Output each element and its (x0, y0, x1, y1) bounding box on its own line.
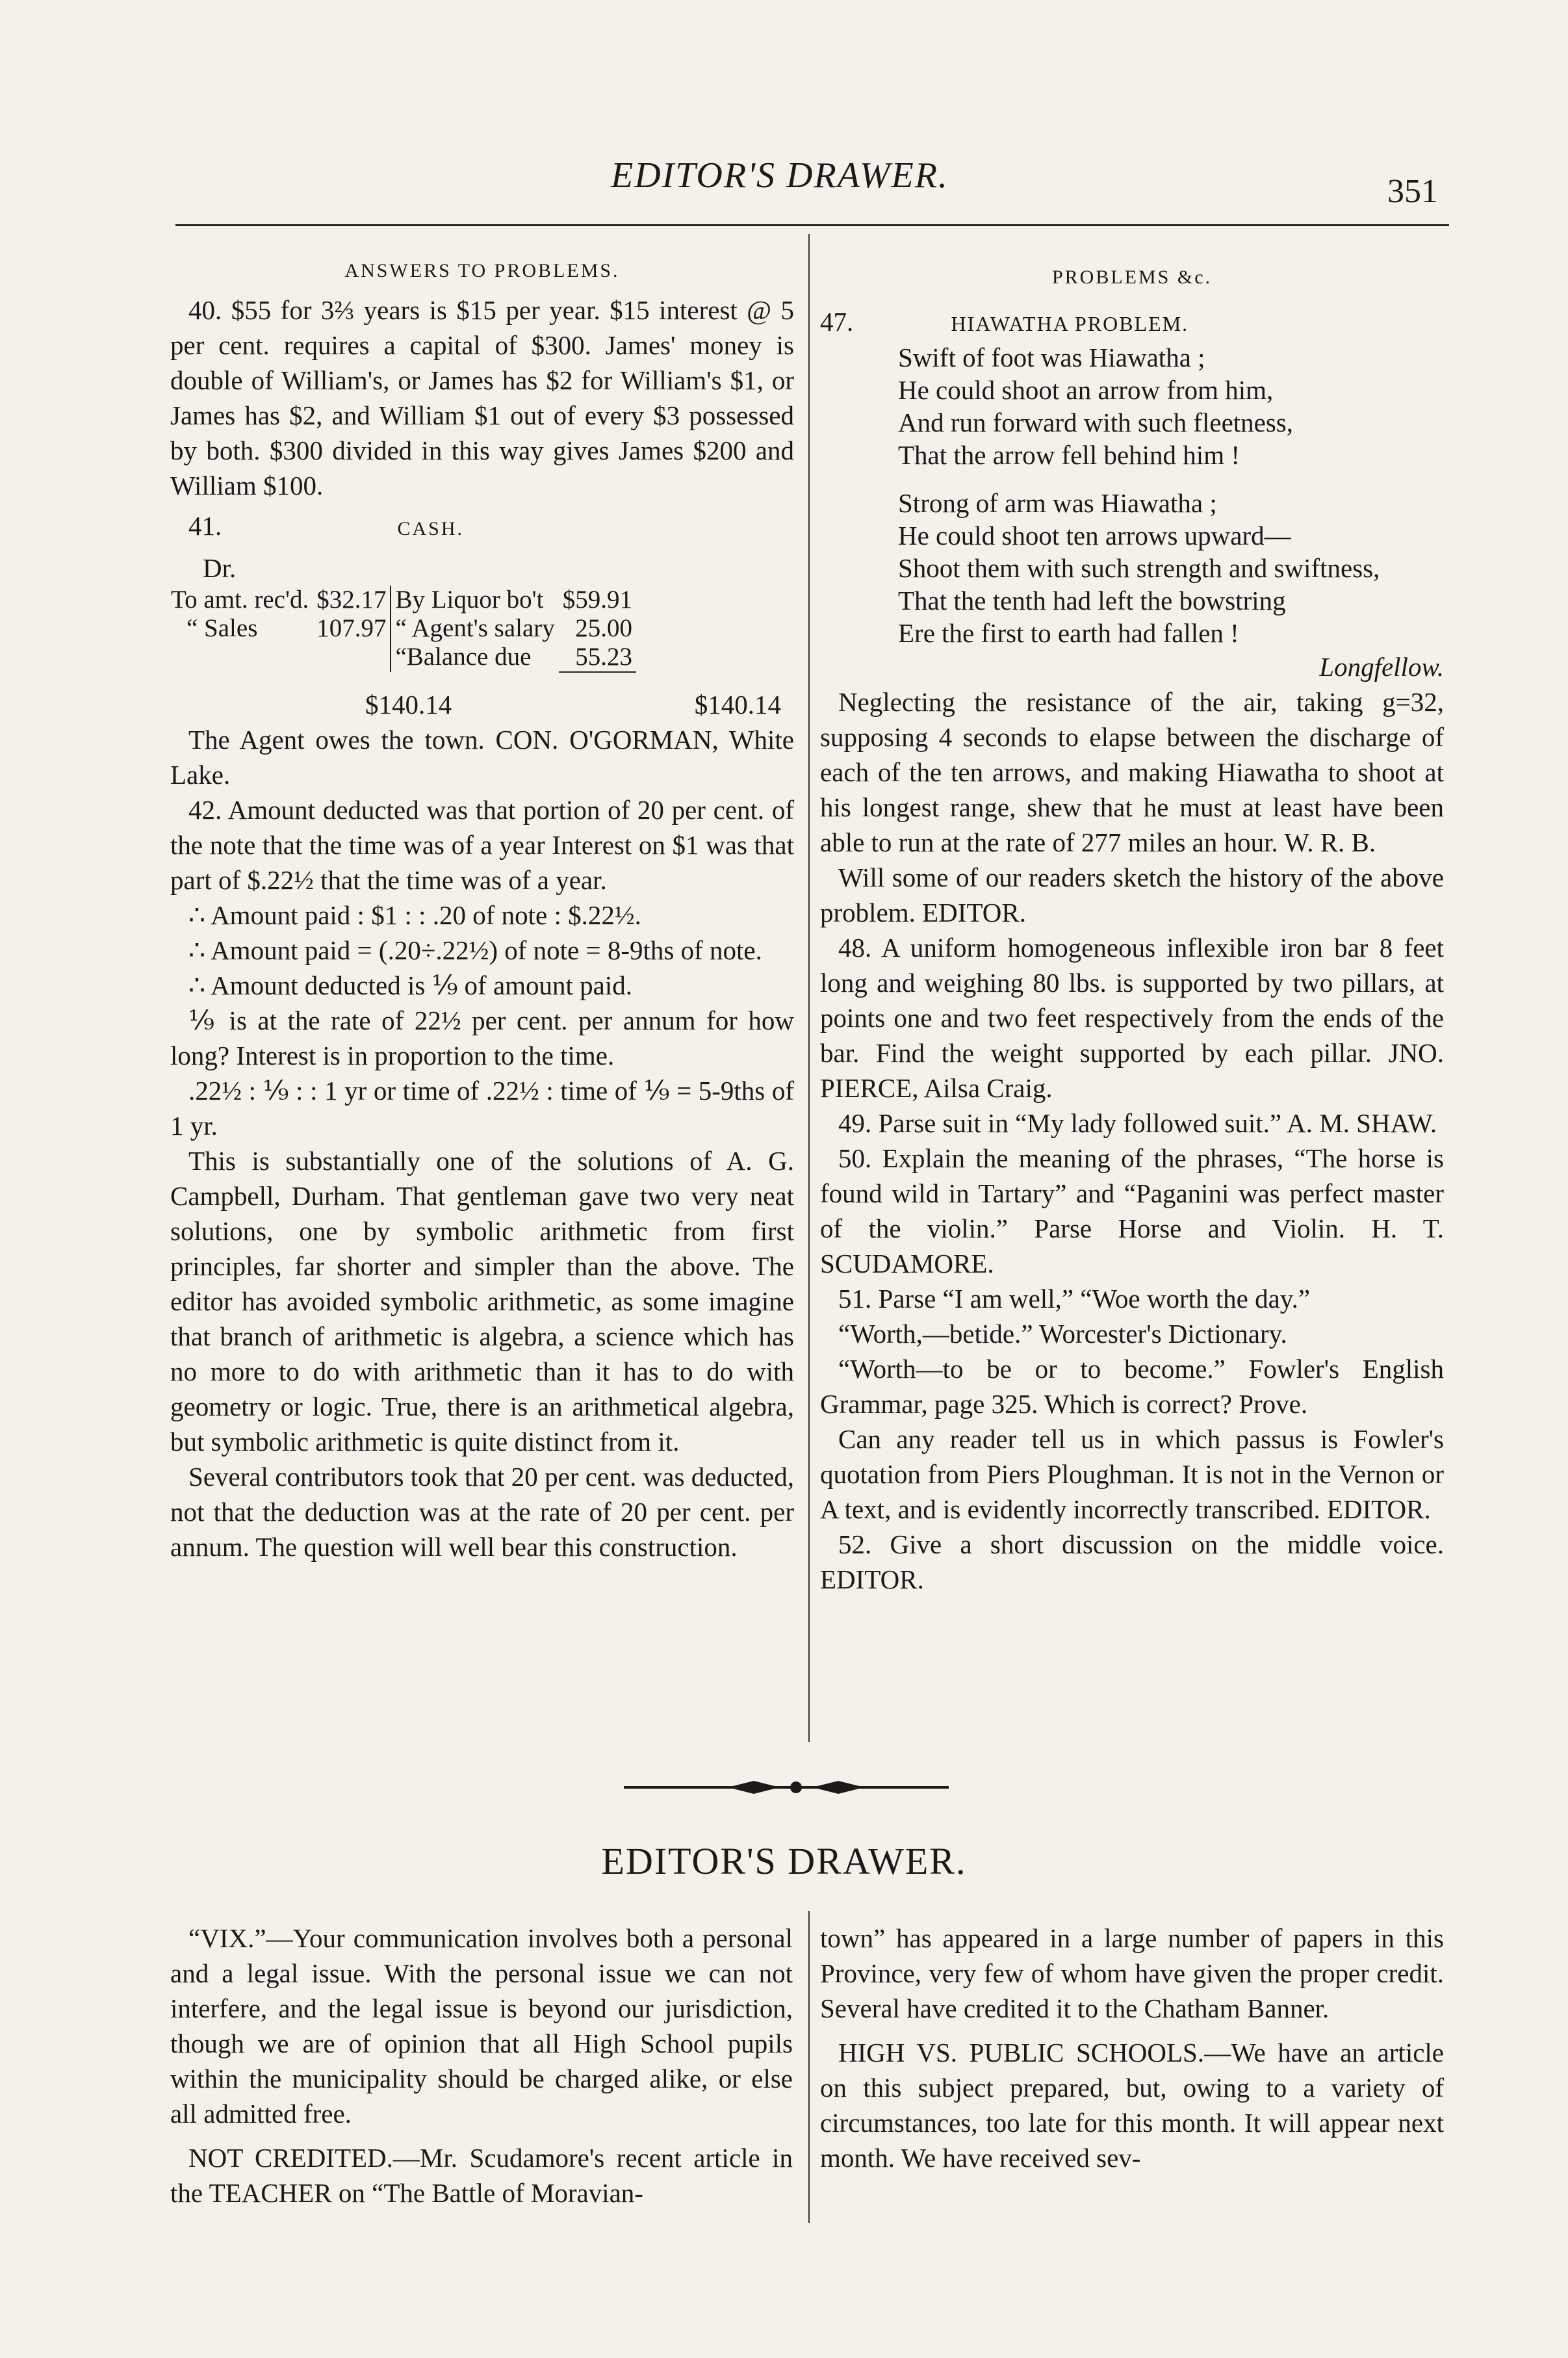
cash-totals (170, 687, 794, 722)
problem-47-editor-note: Will some of our readers sketch the history of the above problem. EDITOR. (820, 862, 1444, 927)
problem-52: 52. Give a short discussion on the middle voice. EDITOR. (820, 1529, 1444, 1594)
section-title: EDITOR'S DRAWER. (601, 1840, 967, 1882)
answer-42: 42. Amount deducted was that portion of 20 per cent. of the note that the time was of a year Interest on $1 was that part of $.22½ that the time was of a year. (170, 795, 794, 895)
credit-value: 55.23 (559, 643, 636, 672)
answer-42-commentary: This is substantially one of the solutions of A. G. Campbell, Durham. That gentleman gave two very neat solutions, one by symbolic arithmetic from first principles, far shorter and simpler than the above. The editor has avoided symbolic arithmetic, as some imagine that branch of arithmetic is algebra, a science which has no more to do with arithmetic than it has to do with geometry or logic. True, there is an arithmetical algebra, but symbolic arithmetic is quite distinct from it. (170, 1146, 794, 1457)
credit-label: “ Agent's salary (391, 614, 558, 643)
moraviantown-continuation: town” has appeared in a large number of papers in this Province, very few of whom have given the proper credit. Several have credited it to the Chatham Banner. (820, 1923, 1444, 2023)
poem-attribution: Longfellow. (1319, 652, 1444, 682)
answer-42-step-c: ∴ Amount deducted is ⅑ of amount paid. (188, 970, 633, 1000)
debit-value (313, 643, 391, 672)
answer-41-line (170, 508, 794, 547)
problem-51-fowler: “Worth—to be or to become.” Fowler's English Grammar, page 325. Which is correct? Prove. (820, 1354, 1444, 1419)
problem-47-body: Neglecting the resistance of the air, taking g=32, supposing 4 seconds to elapse between the discharge of each of the ten arrows, and making Hiawatha to shoot at his longest range, shew that he must at least have been able to run at the rate of 277 miles an hour. W. R. B. (820, 687, 1444, 857)
answer-42-step-b: ∴ Amount paid = (.20÷.22½) of note = 8-9ths of note. (188, 935, 762, 965)
credit-value: $59.91 (562, 586, 633, 614)
poem-stanza-1 (898, 341, 1444, 471)
answer-42-step-d: ⅑ is at the rate of 22½ per cent. per annum for how long? Interest is in proportion to the time. (170, 1005, 794, 1070)
debit-label: To amt. rec'd. (171, 586, 309, 614)
table-row (167, 586, 636, 614)
vix-paragraph: “VIX.”—Your communication involves both a personal and a legal issue. With the personal issue we can not interfere, and the legal issue is beyond our jurisdiction, though we are of opinion that all High School pupils within the municipality should be charged alike, or else all admitted free. (170, 1923, 793, 2129)
credit-value: 25.00 (575, 614, 633, 642)
not-credited-paragraph: NOT CREDITED.—Mr. Scudamore's recent article in the TEACHER on “The Battle of Moravian- (170, 2143, 793, 2208)
right-column (820, 260, 1444, 1597)
answer-42-contributors: Several contributors took that 20 per cent. was deducted, not that the deduction was at the rate of 20 per cent. per annum. The question will well bear this construction. (170, 1462, 794, 1562)
problem-51-editor-note: Can any reader tell us in which passus is Fowler's quotation from Piers Ploughman. It is not in the Vernon or A text, and is evidently incorrectly transcribed. EDITOR. (820, 1424, 1444, 1524)
column-divider (808, 234, 810, 1742)
answers-heading: ANSWERS TO PROBLEMS. (344, 260, 620, 281)
problem-47-title: HIAWATHA PROBLEM. (951, 312, 1189, 335)
answer-40: 40. $55 for 3⅔ years is $15 per year. $15 interest @ 5 per cent. requires a capital of $300. James' money is double of William's, or James has $2 for William's $1, or James has $2, and William $1 out of every $3 possessed by both. $300 divided in this way gives James $200 and William $100. (170, 295, 794, 500)
total-left: $140.14 (365, 690, 452, 719)
problem-47-label: 47. (820, 307, 854, 337)
table-row (167, 614, 636, 643)
table-row (167, 643, 636, 672)
credit-label: “Balance due (391, 643, 558, 672)
problem-50: 50. Explain the meaning of the phrases, “The horse is found wild in Tartary” and “Paganini was perfect master of the violin.” Parse Horse and Violin. H. T. SCUDAMORE. (820, 1143, 1444, 1278)
running-title: EDITOR'S DRAWER. (611, 155, 949, 196)
problem-49: 49. Parse suit in “My lady followed suit.” A. M. SHAW. (838, 1108, 1437, 1138)
left-column (170, 253, 794, 1564)
problem-51: 51. Parse “I am well,” “Woe worth the day.” (838, 1284, 1311, 1314)
answer-41-label: 41. (188, 511, 222, 541)
cash-heading: CASH. (397, 518, 465, 539)
high-vs-public-paragraph: HIGH VS. PUBLIC SCHOOLS.—We have an article on this subject prepared, but, owing to a variety of circumstances, too late for this month. It will appear next month. We have received sev- (820, 2038, 1444, 2173)
poem-line: That the tenth had left the bowstring (898, 586, 1286, 615)
poem-line: Shoot them with such strength and swiftness, (898, 553, 1380, 583)
poem-line: That the arrow fell behind him ! (898, 440, 1240, 470)
poem-line: Ere the first to earth had fallen ! (898, 618, 1239, 648)
page-number: 351 (1387, 173, 1438, 210)
poem-line: He could shoot ten arrows upward— (898, 521, 1291, 551)
header-rule (175, 224, 1449, 226)
problem-47-title-line (820, 304, 1444, 341)
debit-label: “ Sales (186, 614, 258, 642)
section-left-column (170, 1921, 793, 2210)
debit-label (167, 643, 313, 672)
cash-account-table (167, 586, 636, 673)
debit-value: 107.97 (316, 614, 387, 642)
poem-line: And run forward with such fleetness, (898, 408, 1294, 437)
problem-51-worcester: “Worth,—betide.” Worcester's Dictionary. (838, 1319, 1287, 1349)
debit-value: $32.17 (316, 586, 387, 614)
answer-41-note: The Agent owes the town. CON. O'GORMAN, White Lake. (170, 725, 794, 790)
poem-stanza-2 (898, 487, 1444, 649)
cash-dr-label: Dr. (203, 553, 237, 583)
total-right: $140.14 (694, 690, 781, 719)
answer-42-step-a: ∴ Amount paid : $1 : : .20 of note : $.22½. (188, 900, 641, 930)
poem-line: He could shoot an arrow from him, (898, 375, 1274, 405)
section-ornament (617, 1768, 955, 1807)
section-right-column (820, 1921, 1444, 2175)
problem-48: 48. A uniform homogeneous inflexible iron bar 8 feet long and weighing 80 lbs. is supported by two pillars, at points one and two feet respectively from the ends of the bar. Find the weight supported by each pillar. JNO. PIERCE, Ailsa Craig. (820, 933, 1444, 1103)
poem-line: Swift of foot was Hiawatha ; (898, 343, 1205, 372)
problems-heading: PROBLEMS &c. (1051, 266, 1213, 288)
section-column-divider (808, 1911, 810, 2223)
credit-label: By Liquor bo't (391, 586, 558, 614)
answer-42-step-e: .22½ : ⅑ : : 1 yr or time of .22½ : time of ⅑ = 5-9ths of 1 yr. (170, 1076, 794, 1141)
poem-line: Strong of arm was Hiawatha ; (898, 488, 1217, 518)
